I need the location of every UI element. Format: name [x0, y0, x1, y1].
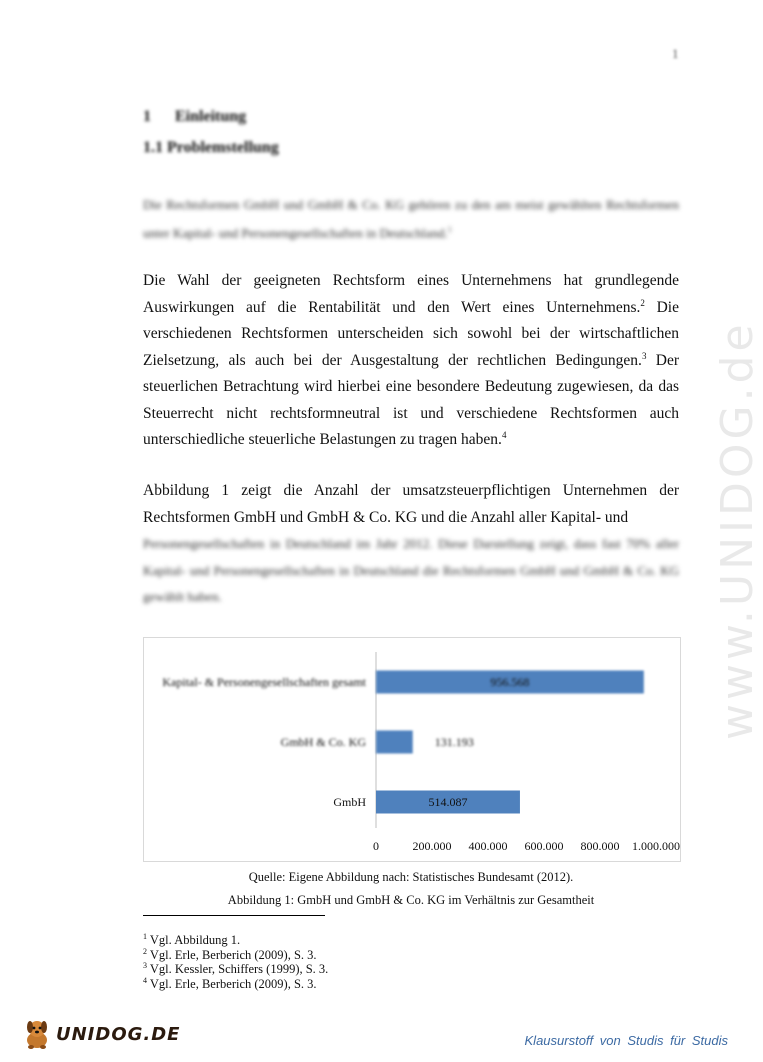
body-paragraph-blurred: Personengesellschaften in Deutschland im Jahr 2012. Diese Darstellung zeigt, dass fast 70% aller Kapital- und Personengesellschaften in Deutschland die Rechtsformen GmbH und GmbH & Co. KG gewählt haben.	[143, 536, 679, 604]
data-label: 956.568	[490, 675, 530, 689]
unidog-logo[interactable]	[22, 1016, 180, 1052]
footnote-text: Vgl. Kessler, Schiffers (1999), S. 3.	[147, 962, 329, 976]
x-tick-label: 200.000	[412, 839, 452, 853]
x-tick-label: 0	[373, 839, 379, 853]
footnote-item	[143, 977, 328, 992]
watermark-text: www.UNIDOG.de	[712, 320, 763, 740]
chart-svg	[144, 638, 680, 861]
category-label: GmbH	[333, 795, 366, 809]
footnote-number: 3	[143, 960, 147, 970]
footnote-text: Vgl. Abbildung 1.	[147, 933, 241, 947]
footnotes	[143, 933, 328, 991]
dog-mascot-icon	[22, 1018, 52, 1050]
x-tick-label: 600.000	[524, 839, 564, 853]
body-paragraph-abbildung: Abbildung 1 zeigt die Anzahl der umsatzsteuerpflichtigen Unternehmen der Rechtsformen GmbH und GmbH & Co. KG und die Anzahl aller Kapital- und	[143, 482, 679, 526]
footnote-divider	[143, 915, 325, 916]
footnote-number: 1	[143, 931, 147, 941]
footnote-number: 2	[143, 946, 147, 956]
category-label: GmbH & Co. KG	[280, 735, 366, 749]
footnote-ref: 1	[447, 225, 452, 234]
paragraph-text: Der steuerlichen Betrachtung wird hierbei eine besondere Bedeutung zugewiesen, da das Steuerrecht nicht rechtsformneutral ist und verschiedene Rechtsformen auch unterschiedliche steuerliche Belastungen zu tragen haben.	[143, 351, 679, 448]
footnote-ref: 2	[640, 297, 645, 308]
chapter-number: 1	[143, 108, 151, 125]
footnote-ref: 4	[501, 429, 507, 440]
footnote-item	[143, 933, 328, 948]
x-tick-label: 1.000.000	[632, 839, 680, 853]
chapter-heading	[143, 108, 246, 126]
figure-caption: Abbildung 1: GmbH und GmbH & Co. KG im Verhältnis zur Gesamtheit	[227, 893, 595, 907]
intro-paragraph	[143, 192, 679, 245]
bar-chart	[143, 637, 681, 862]
footnote-item	[143, 962, 328, 977]
logo-text: UNIDOG.DE	[56, 1023, 181, 1045]
footnote-text: Vgl. Erle, Berberich (2009), S. 3.	[147, 947, 317, 962]
footer-tagline: Klausurstoff von Studis für Studis	[524, 1033, 728, 1048]
body-paragraph-rechtsform	[143, 268, 679, 454]
x-tick-label: 400.000	[468, 839, 508, 853]
category-label: Kapital- & Personengesellschaften gesamt	[162, 675, 366, 689]
intro-text: Die Rechtsformen GmbH und GmbH & Co. KG gehören zu den am meist gewählten Rechtsformen unter Kapital- und Personengesellschaften in Deutschland.	[143, 197, 679, 241]
data-label: 131.193	[434, 735, 474, 749]
x-tick-label: 800.000	[580, 839, 620, 853]
paragraph-text: Die verschiedenen Rechtsformen unterscheiden sich sowohl bei der wirtschaftlichen Zielsetzung, als auch bei der Ausgestaltung der rechtlichen Bedingungen.	[143, 298, 679, 369]
data-label: 514.087	[428, 795, 468, 809]
figure-source: Quelle: Eigene Abbildung nach: Statistisches Bundesamt (2012).	[248, 870, 574, 884]
section-heading: 1.1 Problemstellung	[143, 139, 279, 156]
paragraph-text: Die Wahl der geeigneten Rechtsform eines Unternehmens hat grundlegende Auswirkungen auf die Rentabilität und den Wert eines Unternehmens.	[143, 272, 679, 316]
footnote-number: 4	[143, 975, 147, 985]
page-number: 1	[672, 46, 679, 61]
chart-bar	[376, 731, 413, 754]
footnote-item	[143, 948, 328, 963]
footnote-ref: 3	[641, 350, 647, 361]
chapter-title: Einleitung	[175, 108, 247, 125]
footnote-text: Vgl. Erle, Berberich (2009), S. 3.	[147, 976, 317, 991]
